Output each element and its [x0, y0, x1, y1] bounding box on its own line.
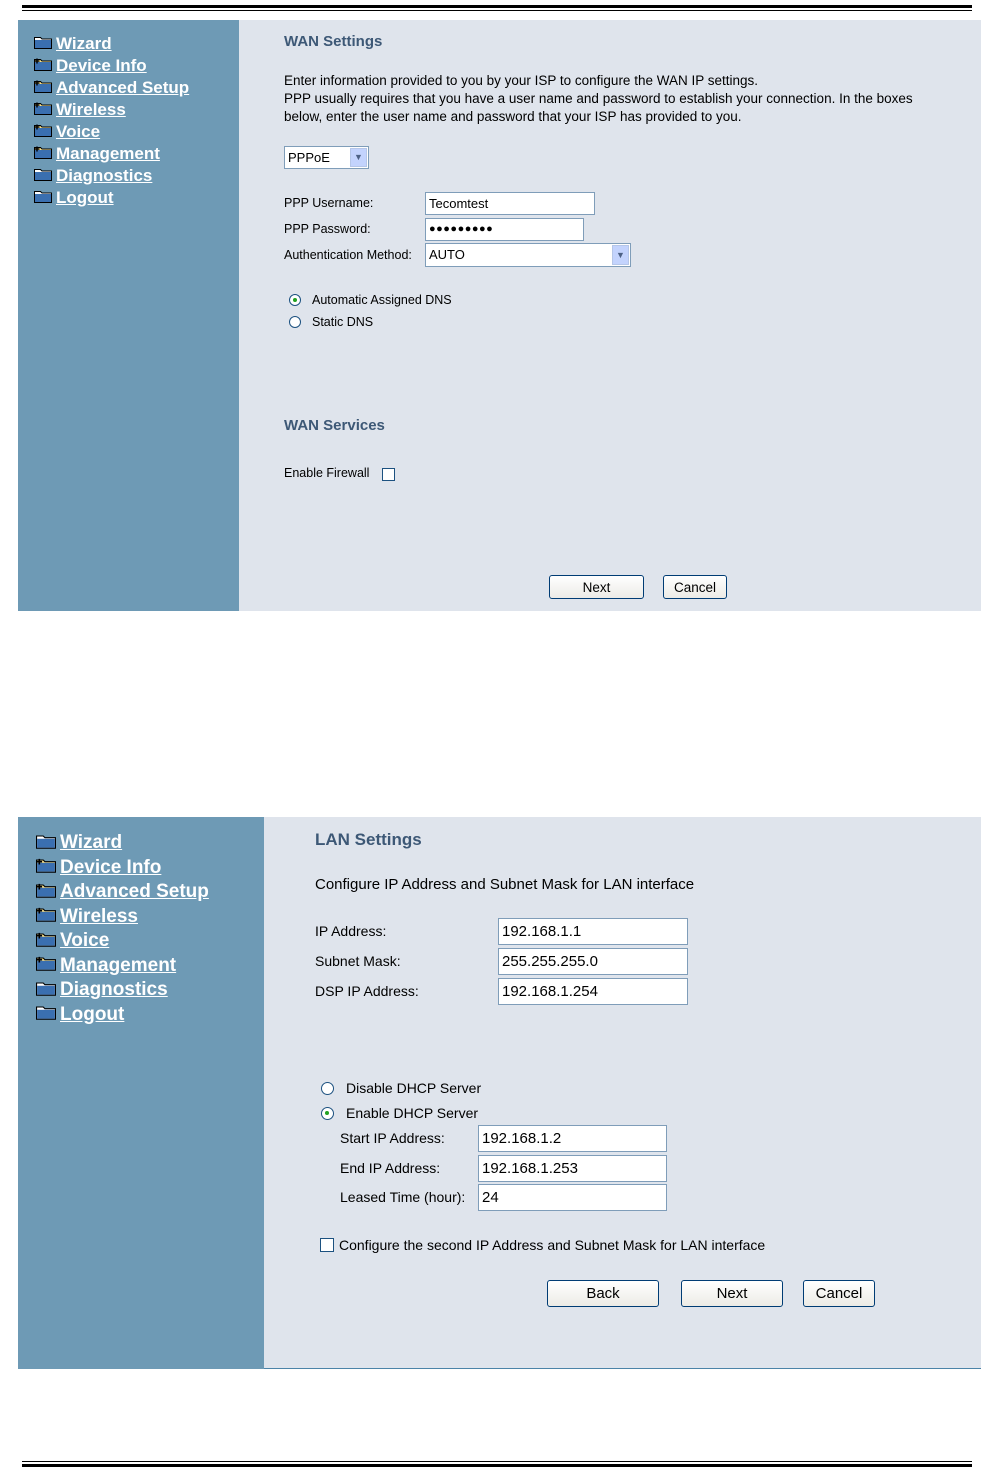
dns-static-radio[interactable]	[289, 316, 301, 328]
subnet-mask-label: Subnet Mask:	[315, 953, 401, 969]
intro: Configure IP Address and Subnet Mask for LAN interface	[315, 876, 695, 893]
sidebar-item-voice[interactable]	[36, 929, 209, 954]
connection-type-value: PPPoE	[288, 150, 330, 165]
ip-address-label: IP Address:	[315, 923, 387, 939]
sidebar-item-label: Logout	[56, 188, 114, 207]
folder-expand-icon	[34, 57, 52, 71]
cancel-button[interactable]: Cancel	[663, 575, 727, 599]
dhcp-disable-label: Disable DHCP Server	[346, 1080, 482, 1096]
sidebar-item-label: Voice	[60, 930, 110, 952]
bottom-rule-thick	[22, 1464, 972, 1467]
sidebar-item-voice[interactable]	[34, 121, 189, 143]
end-ip-input[interactable]: 192.168.1.253	[478, 1155, 667, 1182]
sidebar-item-label: Device Info	[60, 856, 162, 878]
sidebar	[18, 20, 239, 611]
folder-expand-icon	[34, 145, 52, 159]
folder-icon	[34, 167, 52, 181]
nav-menu	[34, 33, 189, 209]
dhcp-enable-radio[interactable]	[321, 1107, 334, 1120]
sidebar-item-management[interactable]	[34, 143, 189, 165]
end-ip-label: End IP Address:	[340, 1160, 441, 1176]
folder-icon	[34, 189, 52, 203]
sidebar-item-label: Logout	[60, 1003, 125, 1025]
top-rule-thick	[22, 5, 972, 8]
sidebar-item-label: Diagnostics	[60, 979, 168, 1001]
wan-content	[239, 20, 981, 611]
dsp-ip-input[interactable]: 192.168.1.254	[498, 978, 688, 1005]
sidebar-item-label: Diagnostics	[56, 166, 153, 185]
sidebar-item-wireless[interactable]	[36, 905, 209, 930]
dns-static-label: Static DNS	[312, 315, 374, 329]
wan-settings-screen	[18, 20, 981, 611]
sidebar	[18, 817, 264, 1369]
start-ip-input[interactable]: 192.168.1.2	[478, 1125, 667, 1152]
next-button[interactable]: Next	[681, 1280, 783, 1307]
firewall-checkbox[interactable]	[382, 468, 395, 481]
sidebar-item-logout[interactable]	[36, 1003, 209, 1028]
page-title: WAN Settings	[284, 33, 383, 50]
sidebar-item-label: Advanced Setup	[60, 881, 209, 903]
sidebar-item-label: Wireless	[60, 905, 138, 927]
second-ip-label: Configure the second IP Address and Subnet Mask for LAN interface	[339, 1237, 766, 1253]
folder-expand-icon	[34, 123, 52, 137]
sidebar-item-label: Wizard	[60, 832, 123, 854]
auth-method-label: Authentication Method:	[284, 248, 412, 262]
folder-expand-icon	[36, 882, 56, 898]
folder-icon	[36, 980, 56, 996]
dhcp-disable-radio[interactable]	[321, 1082, 334, 1095]
second-ip-checkbox[interactable]	[320, 1238, 334, 1252]
next-button[interactable]: Next	[549, 575, 644, 599]
top-rule-thin	[22, 10, 972, 11]
sidebar-item-diagnostics[interactable]	[36, 978, 209, 1003]
intro-line-2: PPP usually requires that you have a user name and password to establish your connection. In the boxes	[284, 91, 913, 106]
connection-type-select[interactable]	[284, 146, 369, 169]
dns-auto-radio[interactable]	[289, 294, 301, 306]
sidebar-item-label: Voice	[56, 122, 101, 141]
sidebar-item-management[interactable]	[36, 954, 209, 979]
sidebar-item-label: Wizard	[56, 34, 112, 53]
start-ip-label: Start IP Address:	[340, 1130, 445, 1146]
sidebar-item-label: Device Info	[56, 56, 147, 75]
folder-expand-icon	[34, 101, 52, 115]
bottom-rule-thin	[22, 1461, 972, 1462]
lan-content	[264, 817, 981, 1369]
folder-icon	[36, 1004, 56, 1020]
dns-auto-label: Automatic Assigned DNS	[312, 293, 452, 307]
folder-expand-icon	[34, 79, 52, 93]
sidebar-item-advanced-setup[interactable]	[34, 77, 189, 99]
sidebar-item-wizard[interactable]	[34, 33, 189, 55]
sidebar-item-wireless[interactable]	[34, 99, 189, 121]
sidebar-item-label: Management	[60, 954, 177, 976]
ip-address-input[interactable]: 192.168.1.1	[498, 918, 688, 945]
lease-time-input[interactable]: 24	[478, 1184, 667, 1211]
dhcp-enable-label: Enable DHCP Server	[346, 1105, 479, 1121]
sidebar-item-label: Management	[56, 144, 160, 163]
folder-expand-icon	[36, 955, 56, 971]
dsp-ip-label: DSP IP Address:	[315, 983, 419, 999]
sidebar-item-logout[interactable]	[34, 187, 189, 209]
folder-expand-icon	[36, 906, 56, 922]
auth-method-select[interactable]	[425, 243, 631, 267]
chevron-down-icon: ▼	[350, 148, 367, 167]
sidebar-item-device-info[interactable]	[34, 55, 189, 77]
subnet-mask-input[interactable]: 255.255.255.0	[498, 948, 688, 975]
sidebar-item-advanced-setup[interactable]	[36, 880, 209, 905]
sidebar-item-device-info[interactable]	[36, 856, 209, 881]
nav-menu	[36, 831, 209, 1027]
sidebar-item-diagnostics[interactable]	[34, 165, 189, 187]
cancel-button[interactable]: Cancel	[803, 1280, 875, 1307]
sidebar-item-label: Wireless	[56, 100, 126, 119]
auth-method-value: AUTO	[429, 247, 465, 262]
folder-expand-icon	[36, 857, 56, 873]
username-label: PPP Username:	[284, 196, 374, 210]
lan-settings-screen	[18, 817, 981, 1369]
folder-icon	[34, 35, 52, 49]
intro-line-1: Enter information provided to you by your ISP to configure the WAN IP settings.	[284, 73, 758, 88]
page-title: LAN Settings	[315, 830, 422, 849]
firewall-label: Enable Firewall	[284, 466, 370, 480]
password-input[interactable]: ●●●●●●●●●	[425, 218, 584, 241]
folder-icon	[36, 833, 56, 849]
lease-time-label: Leased Time (hour):	[340, 1189, 466, 1205]
services-title: WAN Services	[284, 417, 385, 434]
sidebar-item-label: Advanced Setup	[56, 78, 190, 97]
password-label: PPP Password:	[284, 222, 371, 236]
chevron-down-icon: ▼	[612, 245, 629, 265]
back-button[interactable]: Back	[547, 1280, 659, 1307]
intro-line-3: below, enter the user name and password that your ISP has provided to you.	[284, 109, 742, 124]
sidebar-item-wizard[interactable]	[36, 831, 209, 856]
folder-expand-icon	[36, 931, 56, 947]
username-input[interactable]: Tecomtest	[425, 192, 595, 215]
